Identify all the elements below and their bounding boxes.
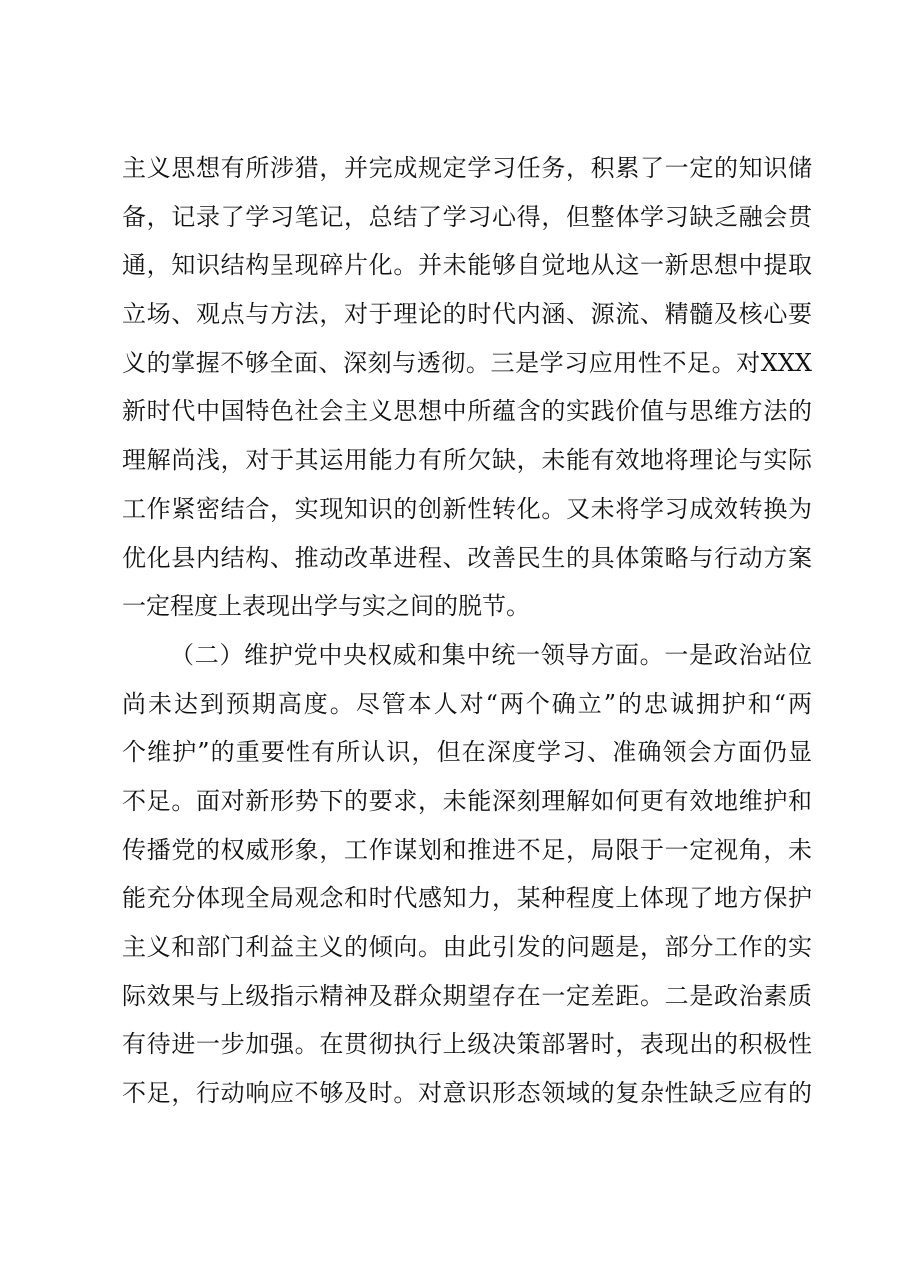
text-line: 主义和部门利益主义的倾向。由此引发的问题是，部分工作的实 — [122, 933, 812, 961]
text-line: 通，知识结构呈现碎片化。并未能够自觉地从这一新思想中提取 — [122, 251, 812, 280]
text-line: 有待进一步加强。在贯彻执行上级决策部署时，表现出的积极性 — [122, 1030, 812, 1059]
text-line: 新时代中国特色社会主义思想中所蕴含的实践价值与思维方法的 — [122, 397, 812, 426]
text-line: 优化县内结构、推动改革进程、改善民生的具体策略与行动方案 — [122, 543, 812, 572]
text-line: 不足。面对新形势下的要求，未能深刻理解如何更有效地维护和 — [122, 786, 812, 815]
text-line: 不足，行动响应不够及时。对意识形态领域的复杂性缺乏应有的 — [122, 1079, 812, 1108]
paragraph-end-line: 一定程度上表现出学与实之间的脱节。 — [122, 592, 530, 621]
text-line: 义的掌握不够全面、深刻与透彻。三是学习应用性不足。对XXX — [122, 348, 812, 377]
text-line: 主义思想有所涉猎，并完成规定学习任务，积累了一定的知识储 — [122, 154, 812, 182]
text-line: 立场、观点与方法，对于理论的时代内涵、源流、精髓及核心要 — [122, 300, 812, 329]
section-heading-line: （二）维护党中央权威和集中统一领导方面。一是政治站位 — [170, 640, 812, 669]
text-line: 际效果与上级指示精神及群众期望存在一定差距。二是政治素质 — [122, 981, 812, 1010]
text-line: 工作紧密结合，实现知识的创新性转化。又未将学习成效转换为 — [122, 494, 812, 523]
body-text — [122, 144, 812, 1118]
text-line: 尚未达到预期高度。尽管本人对“两个确立”的忠诚拥护和“两 — [122, 689, 812, 718]
text-line: 备，记录了学习笔记，总结了学习心得，但整体学习缺乏融会贯 — [122, 202, 812, 231]
text-line: 理解尚浅，对于其运用能力有所欠缺，未能有效地将理论与实际 — [122, 446, 812, 475]
text-line: 个维护”的重要性有所认识，但在深度学习、准确领会方面仍显 — [122, 738, 812, 767]
text-line: 能充分体现全局观念和时代感知力，某种程度上体现了地方保护 — [122, 884, 812, 913]
text-line: 传播党的权威形象，工作谋划和推进不足，局限于一定视角，未 — [122, 835, 812, 864]
